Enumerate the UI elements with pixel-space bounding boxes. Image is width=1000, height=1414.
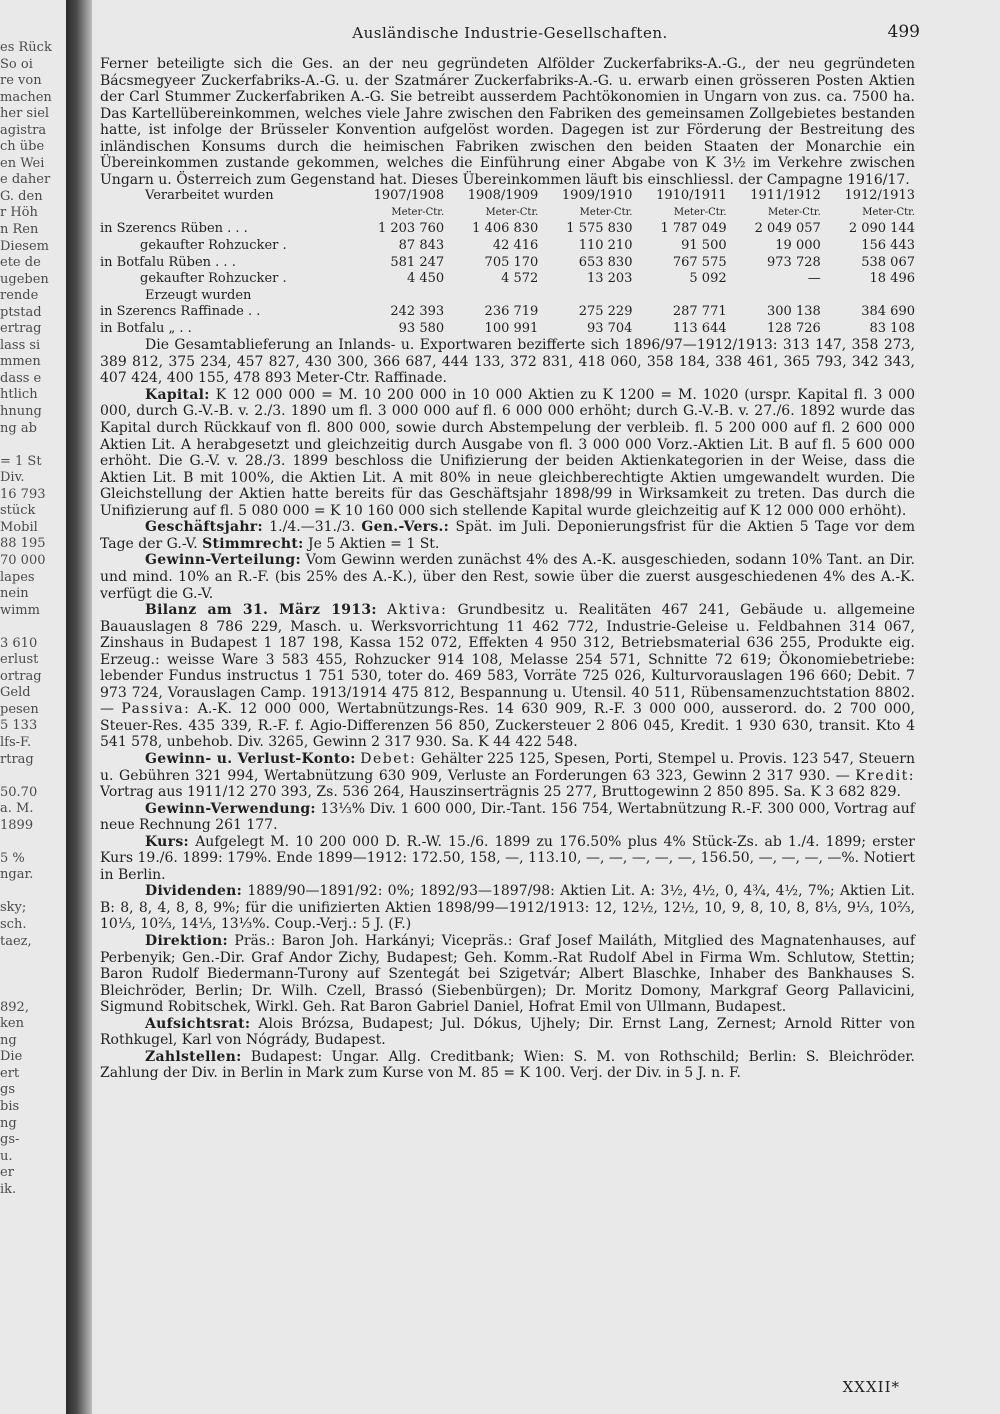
table-cell: 236 719 <box>484 304 539 320</box>
prev-page-fragment: er <box>0 1165 14 1181</box>
table-cell: 384 690 <box>861 304 915 320</box>
section-text: 1889/90—1891/92: 0%; 1892/93—1897/98: Aktien Lit. A: 3½, 4½, 0, 4¾, 4½, 7%; Aktien Lit. B: 8, 8, 4, 8, 8, 9%; für die unifizierten Aktien 1898/99—1912/1913: 12, 12½, 12½, 10, 9, 8, 10, 8, 8⅓, 9⅓, 10⅔, 10⅓, 10⅔, 14⅓, 13⅓%. Coup.-Verj.: 5 J. (F.) <box>100 883 916 933</box>
prev-page-fragment: ertrag <box>0 321 42 337</box>
prev-page-fragment <box>0 967 70 984</box>
prev-page-fragment: 892, <box>0 999 29 1015</box>
row-label: in Szerencs Rüben . . . <box>100 221 248 237</box>
intro-paragraph: Ferner beteiligte sich die Ges. an der neu gegründeten Alfölder Zuckerfabriks-A.-G., der neu gegründeten Bácsmegyeer Zuckerfabriks-A.-G. u. der Szatmárer Zuckerfabriks-A.-G. u. erwarb einen grösseren Posten Aktien der Carl Stummer Zuckerfabriken A.-G. Sie betreibt ausserdem Pachtökonomien in Ungarn von zus. ca. 7500 ha. Das Kartellübereinkommen, welches viele Jahre zwischen den Fabriken des gemeinsamen Zollgebietes bestanden hatte, ist infolge der Brüsseler Konvention aufgelöst worden. Dagegen ist zur Förderung der Bestreitung des inländischen Konsums durch die heimischen Fabriken zwischen den beiden Staaten der Monarchie ein Übereinkommen zustande gekommen, welches die Einführung einer Abgabe von K 3½ im Verkehre zwischen Ungarn u. Österreich zum Gegenstand hat. Dieses Übereinkommen läuft bis einschliessl. der Campagne 1916/17. <box>100 56 915 188</box>
unit-label: Meter-Ctr. <box>579 206 633 218</box>
prev-page-fragment: hnung <box>0 404 42 420</box>
gewinnkonto-section <box>100 751 915 801</box>
gewinnverteilung-section <box>100 552 915 602</box>
prev-page-fragment <box>0 834 70 851</box>
unit-label: Meter-Ctr. <box>673 206 727 218</box>
prev-page-fragment: dass e <box>0 370 42 386</box>
prev-page-fragment <box>0 619 70 636</box>
prev-page-fragment: Diesem <box>0 238 49 254</box>
previous-page-edge <box>0 40 70 1198</box>
prev-page-fragment: ngar. <box>0 867 34 883</box>
prev-page-fragment: rende <box>0 288 39 304</box>
prev-page-fragment: lapes <box>0 569 35 585</box>
table-cell: 1 203 760 <box>377 221 445 237</box>
table-cell: 128 726 <box>767 320 821 336</box>
section-label: Gen.-Vers.: <box>361 519 450 536</box>
row-label: gekaufter Rohzucker . <box>140 238 287 254</box>
prev-page-fragment: n Ren <box>0 222 39 238</box>
prev-page-fragment: gs- <box>0 1132 20 1148</box>
prev-page-fragment: machen <box>0 89 52 105</box>
prev-page-fragment: ng <box>0 1115 17 1131</box>
table-cell: 300 138 <box>767 304 821 320</box>
section-text: 13⅓% Div. 1 600 000, Dir.-Tant. 156 754, Wertabnützung R.-F. 300 000, Vortrag auf neue Rechnung 261 177. <box>100 800 915 834</box>
table-cell: 13 203 <box>586 271 633 287</box>
section-text: 1./4.—31./3. <box>269 519 356 536</box>
row-label: in Szerencs Raffinade . . <box>100 304 261 320</box>
section-text: Alois Brózsa, Budapest; Jul. Dókus, Ujhely; Dir. Ernst Lang, Zernest; Arnold Ritter von Rothkugel, Karl von Nógrády, Budapest. <box>100 1015 915 1049</box>
prev-page-fragment: r Höh <box>0 205 38 221</box>
prev-page-fragment: 16 793 <box>0 486 46 502</box>
prev-page-fragment: en Wei <box>0 155 45 171</box>
table-cell: 581 247 <box>390 254 445 270</box>
table-cell: 242 393 <box>390 304 445 320</box>
unit-label: Meter-Ctr. <box>485 206 539 218</box>
table-cell: 287 771 <box>672 304 727 320</box>
prev-page-fragment: rtrag <box>0 751 34 767</box>
prev-page-fragment: 5 % <box>0 850 25 866</box>
unit-label: Meter-Ctr. <box>862 206 915 218</box>
prev-page-fragment: = 1 St <box>0 453 42 469</box>
prev-page-fragment: ng <box>0 1032 17 1048</box>
table-row <box>100 321 915 338</box>
prev-page-fragment <box>0 983 70 1000</box>
table-row <box>100 271 915 288</box>
section-text: K 12 000 000 = M. 10 200 000 in 10 000 Aktien zu K 1200 = M. 1020 (urspr. Kapital fl. 3 000 000, durch G.-V.-B. v. 2./3. 1890 um fl. 3 000 000 auf fl. 6 000 000 erhöht; durch G.-V.-B. v. 27./6. 1892 wurde das Kapital durch Rückkauf von fl. 800 000, sowie durch Abstempelung der verbleib. fl. 5 200 000 auf fl. 2 600 000 Aktien Lit. A herabgesetzt und gleichzeitig durch Ausgabe von fl. 3 000 000 Vorz.-Aktien Lit. B auf fl. 5 600 000 erhöht. Die G.-V. v. 28./3. 1899 beschloss die Unifizierung der beiden Aktienkategorien in der Weise, dass die Aktien Lit. B mit 100%, die Aktien Lit. A mit 80% in neue gleichberechtigte Aktien umgewandelt wurden. Die Gleichstellung der Aktien hatte bereits für das Geschäftsjahr 1898/99 in Wirksamkeit zu treten. Das durch die Unifizierung auf fl. 5 080 000 = K 10 160 000 sich stellende Kapital wurde gleichzeitig auf K 12 000 000 erhöht). <box>100 386 915 519</box>
prev-page-fragment: agistra <box>0 122 47 138</box>
table-cell: 2 049 057 <box>754 221 821 237</box>
table-cell: 973 728 <box>767 254 821 270</box>
year-header: 1908/1909 <box>467 188 539 204</box>
table-cell: 83 108 <box>869 320 915 336</box>
prev-page-fragment: 1899 <box>0 817 34 833</box>
gewinnverwendung-section <box>100 801 915 834</box>
section-text: Vom Gewinn werden zunächst 4% des A.-K. ausgeschieden, sodann 10% Tant. an Dir. und mind. 10% an R.-F. (bis 25% des A.-K.), über den Rest, sowie über die zuerst ausgeschiedenen 4% des A.-K. verfügt die G.-V. <box>100 552 915 602</box>
signature-mark: XXXII* <box>842 1378 900 1396</box>
table-row <box>100 221 915 238</box>
prev-page-fragment: nein <box>0 586 29 602</box>
section-text: Präs.: Baron Joh. Harkányi; Vicepräs.: Graf Josef Mailáth, Mitglied des Magnatenhauses, auf Perbenyik; Gen.-Dir. Graf Andor Zichy, Budapest; Geh. Komm.-Rat Rudolf Abel in Firma Wm. Schlutow, Stettin; Baron Rudolf Biedermann-Turony auf Szentegát bei Szigetvár; Albert Blaschke, Inhaber des Bankhauses S. Bleichröder, Berlin; Dr. Wilh. Czell, Brassó (Siebenbürgen); Dr. Moritz Domony, Markgraf Georg Pallavicini, Sigmund Robitschek, Wirkl. Geh. Rat Baron Gabriel Daniel, Hofrat Emil von Ullmann, Budapest. <box>100 932 915 1016</box>
table-cell: 1 575 830 <box>566 221 633 237</box>
section-text: Budapest: Ungar. Allg. Creditbank; Wien: S. M. von Rothschild; Berlin: S. Bleichröder. Zahlung der Div. in Berlin in Mark zum Kurse von M. 85 = K 100. Verj. der Div. in 5 J. n. F. <box>100 1048 915 1082</box>
unit-label: Meter-Ctr. <box>767 206 821 218</box>
prev-page-fragment <box>0 950 70 967</box>
prev-page-fragment: stück <box>0 503 36 519</box>
table-cell: 93 580 <box>398 320 445 336</box>
section-label: Stimmrecht: <box>202 535 304 552</box>
table-cell: 1 406 830 <box>472 221 539 237</box>
prev-page-fragment: ortrag <box>0 668 42 684</box>
table-cell: 19 000 <box>775 238 821 254</box>
prev-page-fragment: mmen <box>0 354 41 370</box>
prev-page-fragment <box>0 437 70 454</box>
section-label: Gewinn-Verwendung: <box>145 800 316 817</box>
table-cell: 275 229 <box>578 304 633 320</box>
page-header <box>100 16 920 44</box>
prev-page-fragment: ken <box>0 1016 24 1032</box>
kurs-section <box>100 834 915 884</box>
geschaeftsjahr-section <box>100 519 915 552</box>
prev-page-fragment: wimm <box>0 602 40 618</box>
table-row <box>100 304 915 321</box>
prev-page-fragment: sky; <box>0 900 27 916</box>
dividenden-section <box>100 883 915 933</box>
section-label: Gewinn- u. Verlust-Konto: <box>145 750 356 767</box>
section-text: Je 5 Aktien = 1 St. <box>308 535 440 552</box>
prev-page-fragment: a. M. <box>0 801 34 817</box>
prev-page-fragment: 88 195 <box>0 536 46 552</box>
table-cell: 42 416 <box>492 238 539 254</box>
prev-page-fragment: ert <box>0 1065 20 1081</box>
table-cell: 93 704 <box>586 320 633 336</box>
prev-page-fragment: e daher <box>0 172 51 188</box>
prev-page-fragment: sch. <box>0 916 27 932</box>
prev-page-fragment: Geld <box>0 685 31 701</box>
production-table <box>100 188 915 337</box>
prev-page-fragment: ptstad <box>0 304 42 320</box>
prev-page-fragment: Div. <box>0 470 25 486</box>
table-cell: 5 092 <box>689 271 727 287</box>
table-cell: 538 067 <box>861 254 915 270</box>
table-cell: 87 843 <box>398 238 445 254</box>
row-label: in Botfalu „ . . <box>100 320 192 336</box>
prev-page-fragment: 3 610 <box>0 635 38 651</box>
kapital-section <box>100 387 915 519</box>
prev-page-fragment: G. den <box>0 188 43 204</box>
prev-page-fragment: Mobil <box>0 519 38 535</box>
debet-text: Gehälter 225 125, Spesen, Porti, Stempel u. Provis. 123 547, Steuern u. Gebühren 321 994, Wertabnützung 630 909, Verluste an Forderungen 63 323, Gewinn 2 317 930. — <box>100 750 915 784</box>
debet-label: Debet: <box>360 750 417 767</box>
prev-page-fragment: es Rück <box>0 40 52 55</box>
table-cell: 4 572 <box>501 271 539 287</box>
gesamt-paragraph: Die Gesamtablieferung an Inlands- u. Exportwaren bezifferte sich 1896/97—1912/1913: 313 147, 358 273, 389 812, 375 234, 457 827, 430 300, 366 687, 444 133, 372 831, 418 060, 358 184, 338 461, 365 793, 342 343, 407 424, 400 155, 478 893 Meter-Ctr. Raffinade. <box>100 337 915 387</box>
table-cell: 91 500 <box>681 238 727 254</box>
erzeugt-label: Erzeugt wurden <box>145 287 252 303</box>
table-cell: 110 210 <box>578 238 633 254</box>
prev-page-fragment: re von <box>0 73 42 89</box>
body-text <box>100 56 915 1082</box>
aufsichtsrat-section <box>100 1016 915 1049</box>
prev-page-fragment: So oi <box>0 56 33 72</box>
year-header: 1910/1911 <box>656 188 727 204</box>
prev-page-fragment: lass si <box>0 337 41 353</box>
prev-page-fragment: gs <box>0 1082 15 1098</box>
prev-page-fragment: ch übe <box>0 139 45 155</box>
table-header-row <box>100 188 915 205</box>
table-cell: 705 170 <box>484 254 539 270</box>
unit-row <box>100 205 915 222</box>
section-text: Aufgelegt M. 10 200 000 D. R.-W. 15./6. 1899 zu 176.50% plus 4% Stück-Zs. ab 1./4. 1899; erster Kurs 19./6. 1899: 179%. Ende 1899—1912: 172.50, 158, —, 113.10, —, —, —, —, —, 156.50, —, —, —, —%. Notiert in Berlin. <box>100 833 915 883</box>
table-cell: 2 090 144 <box>848 221 915 237</box>
verarbeitet-label: Verarbeitet wurden <box>145 188 274 204</box>
prev-page-fragment: ugeben <box>0 271 49 287</box>
running-title: Ausländische Industrie-Gesellschaften. <box>352 24 668 42</box>
year-header: 1911/1912 <box>750 188 821 204</box>
section-label: Zahlstellen: <box>145 1048 242 1065</box>
direktion-section <box>100 933 915 1016</box>
bilanz-section <box>100 602 915 751</box>
year-header: 1907/1908 <box>373 188 445 204</box>
table-row <box>100 238 915 255</box>
section-label: Direktion: <box>145 932 228 949</box>
erzeugt-row <box>100 288 915 305</box>
section-label: Kurs: <box>145 833 189 850</box>
kredit-label: Kredit: <box>855 767 915 784</box>
table-cell: 18 496 <box>869 271 915 287</box>
aktiva-text: Grundbesitz u. Realitäten 467 241, Gebäude u. allgemeine Bauauslagen 8 786 229, Masch. u. Werksvorrichtung 11 462 772, Industrie-Geleise u. Feldbahnen 314 067, Zinshaus in Budapest 1 187 198, Kassa 152 072, Effekten 4 950 312, Betriebsmaterial 636 255, Produkte eig. Erzeug.: weisse Ware 3 583 455, Rohzucker 914 108, Melasse 254 571, Schnitte 72 619; Ökonomiebetriebe: lebender Fundus instructus 1 751 530, toter do. 469 583, Vorräte 725 026, Kulturvorauslagen 196 660; Debit. 7 973 724, Vorauslagen Camp. 1913/1914 475 812, Bespannung u. Utensil. 40 511, Rübensamenzuchtstation 8802. — <box>100 602 915 718</box>
row-label: in Botfalu Rüben . . . <box>100 254 236 270</box>
prev-page-fragment: pesen <box>0 701 39 717</box>
section-label: Gewinn-Verteilung: <box>145 552 301 569</box>
zahlstellen-section <box>100 1049 915 1082</box>
book-gutter <box>66 0 92 1414</box>
year-header: 1912/1913 <box>844 188 915 204</box>
prev-page-fragment: 70 000 <box>0 552 46 568</box>
section-label: Geschäftsjahr: <box>145 519 263 536</box>
passiva-label: Passiva: <box>121 701 191 718</box>
section-label: Dividenden: <box>145 883 243 900</box>
table-cell: 113 644 <box>672 320 727 336</box>
table-cell: 767 575 <box>672 254 727 270</box>
prev-page-fragment: ik. <box>0 1181 17 1197</box>
prev-page-fragment: bis <box>0 1099 20 1114</box>
prev-page-fragment: 50.70 <box>0 784 38 800</box>
passiva-text: A.-K. 12 000 000, Wertabnützungs-Res. 14 630 909, R.-F. 3 000 000, ausserord. do. 2 700 000, Steuer-Res. 435 339, R.-F. f. Agio-Differenzen 56 850, Zuckersteuer 2 806 045, Kredit. 1 930 630, transit. Kto 4 541 578, unbehob. Div. 3265, Gewinn 2 317 930. Sa. K 44 422 548. <box>100 701 915 751</box>
table-cell: 653 830 <box>578 254 633 270</box>
prev-page-fragment <box>0 884 70 901</box>
table-cell: 100 991 <box>484 320 539 336</box>
section-label: Bilanz am 31. März 1913: <box>145 602 377 619</box>
prev-page-fragment: 5 133 <box>0 718 38 734</box>
prev-page-fragment: u. <box>0 1148 13 1164</box>
section-label: Kapital: <box>145 386 210 403</box>
unit-label: Meter-Ctr. <box>391 206 445 218</box>
table-cell: 4 450 <box>406 271 445 287</box>
page-number: 499 <box>887 22 920 42</box>
table-cell: — <box>807 271 821 287</box>
prev-page-fragment: ng ab <box>0 420 37 436</box>
kredit-text: Vortrag aus 1911/12 270 393, Zs. 536 264, Hauszinserträgnis 25 277, Bruttogewinn 2 850 895. Sa. K 3 682 829. <box>100 784 901 801</box>
prev-page-fragment: htlich <box>0 387 38 403</box>
prev-page-fragment: taez, <box>0 933 32 949</box>
table-cell: 1 787 049 <box>660 221 727 237</box>
table-row <box>100 255 915 272</box>
prev-page-fragment: her siel <box>0 106 50 122</box>
prev-page-fragment: Die <box>0 1049 23 1065</box>
section-text: Spät. im Juli. Deponierungsfrist für die Aktien 5 Tage vor dem Tage der G.-V. <box>100 519 915 552</box>
section-label: Aufsichtsrat: <box>145 1015 251 1032</box>
aktiva-label: Aktiva: <box>387 602 448 619</box>
table-cell: 156 443 <box>861 238 915 254</box>
prev-page-fragment: ete de <box>0 255 41 271</box>
prev-page-fragment <box>0 768 70 785</box>
prev-page-fragment: lfs-F. <box>0 734 32 750</box>
row-label: gekaufter Rohzucker . <box>140 271 287 287</box>
year-header: 1909/1910 <box>561 188 633 204</box>
prev-page-fragment: erlust <box>0 652 39 668</box>
